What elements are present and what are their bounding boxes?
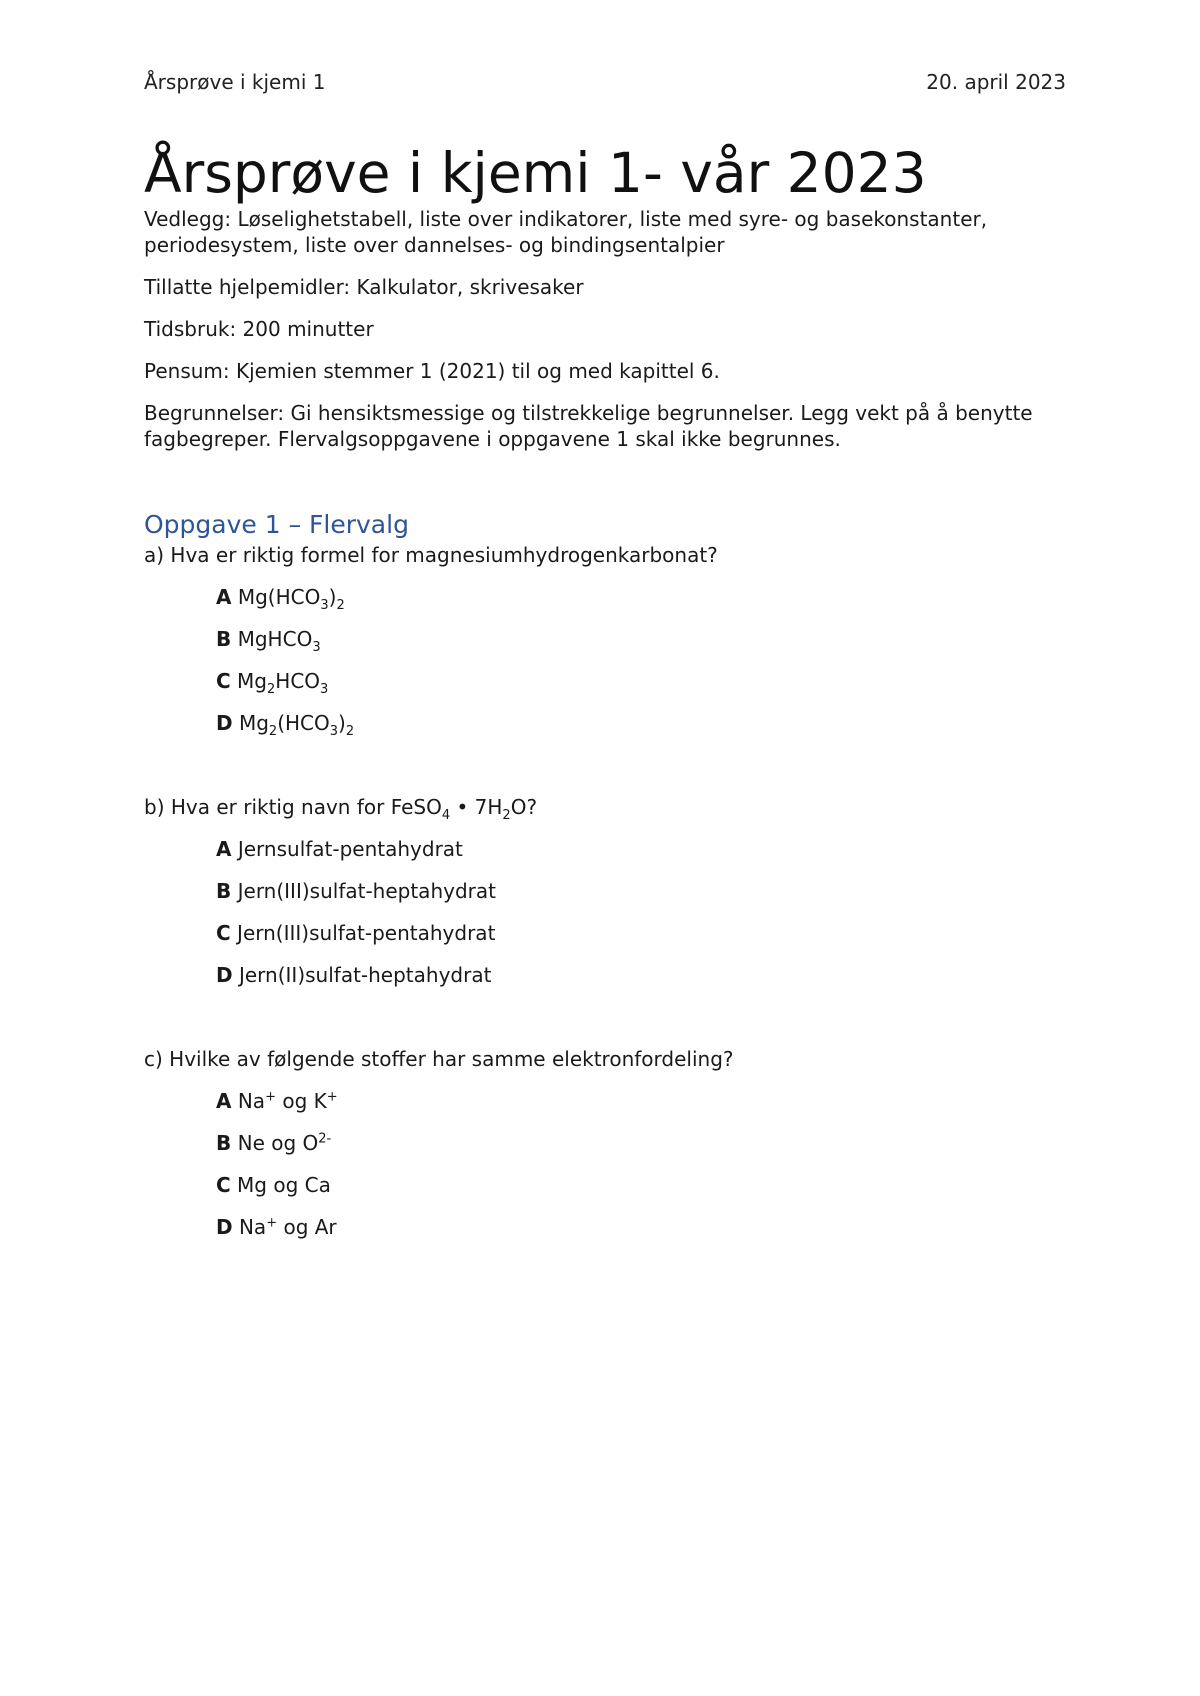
subscript: 2	[268, 724, 278, 739]
formula-part: og Ar	[277, 1215, 337, 1239]
subscript: 3	[320, 598, 329, 613]
option-letter: C	[216, 669, 231, 693]
subscript: 2	[502, 808, 511, 823]
option-letter: D	[216, 963, 233, 987]
option-text: Jern(III)sulfat-heptahydrat	[237, 879, 496, 903]
option-letter: C	[216, 921, 231, 945]
page-header	[144, 70, 1066, 94]
header-date: 20. april 2023	[926, 70, 1066, 94]
formula-part: Mg	[237, 669, 267, 693]
option-a-B	[216, 626, 321, 655]
formula-part: (HCO	[277, 711, 330, 735]
question-text-part: • 7H	[450, 795, 503, 819]
subscript: 3	[320, 682, 329, 697]
intro-hjelpemidler: Tillatte hjelpemidler: Kalkulator, skrivesaker	[144, 275, 584, 299]
document-title: Årsprøve i kjemi 1- vår 2023	[144, 141, 927, 205]
option-letter: B	[216, 1131, 232, 1155]
formula-part: )	[328, 585, 337, 609]
subscript: 3	[312, 640, 321, 655]
header-title: Årsprøve i kjemi 1	[144, 70, 326, 94]
option-letter: A	[216, 1089, 232, 1113]
option-c-C	[216, 1172, 331, 1198]
superscript: +	[266, 1215, 278, 1231]
superscript: +	[326, 1089, 338, 1105]
option-text: Jern(II)sulfat-heptahydrat	[238, 963, 492, 987]
intro-tidsbruk: Tidsbruk: 200 minutter	[144, 317, 374, 341]
subscript: 4	[441, 808, 451, 823]
question-b	[144, 794, 538, 823]
option-a-C	[216, 668, 329, 697]
option-letter: A	[216, 837, 232, 861]
option-letter: A	[216, 585, 232, 609]
option-letter: C	[216, 1173, 231, 1197]
superscript: +	[265, 1089, 276, 1105]
intro-begrunnelser: Begrunnelser: Gi hensiktsmessige og tilstrekkelige begrunnelser. Legg vekt på å benytte fagbegreper. Flervalgsoppgavene i oppgavene 1 skal ikke begrunnes.	[144, 401, 1033, 451]
formula-part: MgHCO	[237, 627, 313, 651]
formula-part: HCO	[275, 669, 321, 693]
formula-part: Na	[238, 1215, 267, 1239]
subscript: 2	[336, 598, 345, 613]
option-letter: D	[216, 711, 233, 735]
subscript: 3	[329, 724, 339, 739]
option-letter: D	[216, 1215, 233, 1239]
superscript: 2-	[318, 1131, 332, 1147]
question-text-part: O?	[510, 795, 538, 819]
question-c: c) Hvilke av følgende stoffer har samme elektronfordeling?	[144, 1047, 734, 1071]
section-heading: Oppgave 1 – Flervalg	[144, 510, 409, 539]
option-b-D	[216, 962, 491, 988]
option-b-C	[216, 920, 495, 946]
intro-pensum: Pensum: Kjemien stemmer 1 (2021) til og med kapittel 6.	[144, 359, 720, 383]
option-text: Jern(III)sulfat-pentahydrat	[237, 921, 496, 945]
option-a-D	[216, 710, 355, 739]
formula-part: Mg og Ca	[237, 1173, 331, 1197]
option-c-D	[216, 1214, 337, 1240]
formula-part: og K	[275, 1089, 327, 1113]
formula-part: Na	[237, 1089, 266, 1113]
option-b-A	[216, 836, 463, 862]
option-a-A	[216, 584, 345, 613]
option-c-A	[216, 1088, 338, 1114]
formula-part: Mg	[238, 711, 269, 735]
intro-block	[144, 206, 1066, 468]
option-text: Jernsulfat-pentahydrat	[237, 837, 463, 861]
subscript: 2	[345, 724, 355, 739]
question-text-part: b) Hva er riktig navn for FeSO	[144, 795, 442, 819]
intro-vedlegg: Vedlegg: Løselighetstabell, liste over indikatorer, liste med syre- og basekonstanter, periodesystem, liste over dannelses- og bindingsentalpier	[144, 207, 988, 257]
formula-part: )	[338, 711, 346, 735]
question-a: a) Hva er riktig formel for magnesiumhydrogenkarbonat?	[144, 543, 718, 567]
option-c-B	[216, 1130, 331, 1156]
option-b-B	[216, 878, 496, 904]
formula-part: Mg(HCO	[237, 585, 321, 609]
formula-part: Ne og O	[237, 1131, 319, 1155]
option-letter: B	[216, 879, 232, 903]
option-letter: B	[216, 627, 232, 651]
subscript: 2	[267, 682, 276, 697]
